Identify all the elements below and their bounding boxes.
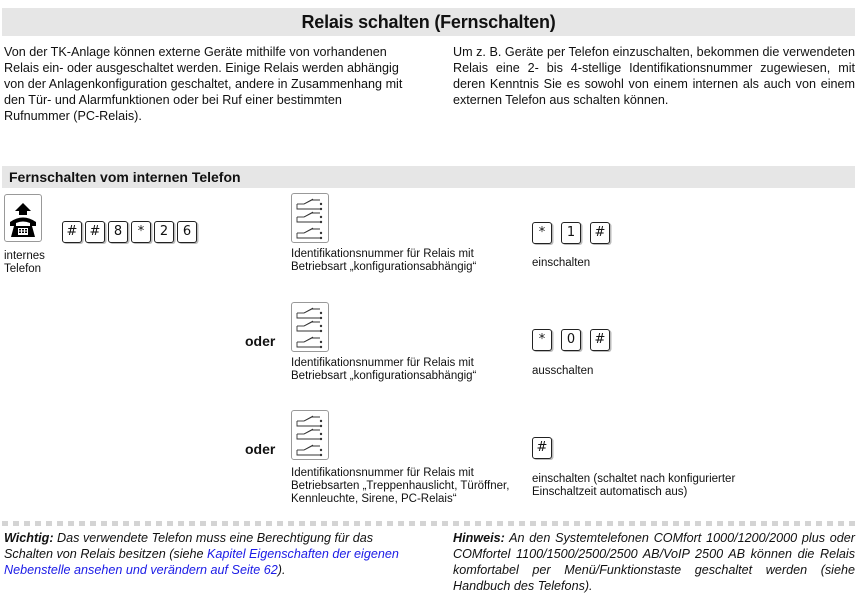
phone-handset-lift-icon: [4, 194, 42, 242]
hint-text: An den Systemtelefonen COMfort 1000/1200/2000 plus oder COMfortel 1100/1500/2500/2500 AB/VoIP 2500 AB können die Relais komfortabel per Menü/Funktionstaste geschaltet werden (siehe Handbuch des Telefons).: [453, 531, 855, 593]
or-label: oder: [245, 441, 276, 457]
action-label: [532, 473, 735, 499]
intro-right: Um z. B. Geräte per Telefon einzuschalten, bekommen die verwendeten Relais eine 2- bis 4-stellige Identifikationsnummer zugewiesen, mit deren Kenntnis Sie es sowohl von einem internen als auch von einem externen Telefon aus schalten können.: [453, 45, 855, 107]
key: #: [590, 222, 610, 244]
phone-label: [4, 250, 45, 276]
key: 0: [561, 329, 581, 351]
caption-line: Betriebsart „konfigurationsabhängig“: [291, 370, 477, 382]
switch-on-keys: [532, 222, 610, 244]
caption-line: Betriebsarten „Treppenhauslicht, Türöffner,: [291, 480, 510, 492]
key: #: [590, 329, 610, 351]
separator: [2, 521, 855, 526]
key: *: [532, 222, 552, 244]
hint-label: Hinweis:: [453, 531, 505, 545]
phone-label-line: internes: [4, 250, 45, 262]
important-label: Wichtig:: [4, 531, 54, 545]
or-label: oder: [245, 333, 276, 349]
page-title: Relais schalten (Fernschalten): [2, 8, 855, 36]
timed-on-keys: [532, 437, 552, 459]
important-text: Das verwendete Telefon muss eine Berechtigung für das Schalten von Relais besitzen (siehe: [4, 531, 374, 561]
section-title: Fernschalten vom internen Telefon: [2, 166, 855, 188]
hint-note: [453, 530, 855, 594]
chapter-link[interactable]: Kapitel Eigenschaften der eigenen Nebenstelle ansehen und verändern auf Seite 62: [4, 547, 399, 577]
key: *: [532, 329, 552, 351]
action-line: Einschaltzeit automatisch aus): [532, 486, 688, 498]
caption-line: Identifikationsnummer für Relais mit: [291, 357, 474, 369]
important-note: [4, 530, 409, 578]
caption-line: Identifikationsnummer für Relais mit: [291, 248, 474, 260]
action-line: einschalten (schaltet nach konfigurierter: [532, 473, 736, 485]
intro-left: Von der TK-Anlage können externe Geräte mithilfe von vorhandenen Relais ein- oder ausgeschaltet werden. Einige Relais werden abhängig von der Anlagenkonfiguration geschaltet, andere in Zusammenhang mit den Tür- und Alarmfunktionen oder bei Ruf einer bestimmten Rufnummer (PC-Relais).: [4, 45, 403, 123]
action-label: einschalten: [532, 257, 591, 269]
relay-switch-icon: [291, 302, 329, 352]
action-label: ausschalten: [532, 365, 594, 377]
key: *: [131, 221, 151, 243]
caption-line: Betriebsart „konfigurationsabhängig“: [291, 261, 477, 273]
key: #: [85, 221, 105, 243]
relay-caption: [291, 248, 476, 274]
switch-off-keys: [532, 329, 610, 351]
caption-line: Identifikationsnummer für Relais mit: [291, 467, 474, 479]
key: #: [62, 221, 82, 243]
prefix-keys: [62, 221, 197, 243]
important-tail: ).: [277, 563, 286, 577]
key: 1: [561, 222, 581, 244]
relay-switch-icon: [291, 410, 329, 460]
relay-caption: [291, 467, 509, 506]
key: 2: [154, 221, 174, 243]
relay-switch-icon: [291, 193, 329, 243]
key: 8: [108, 221, 128, 243]
relay-caption: [291, 357, 476, 383]
caption-line: Kennleuchte, Sirene, PC-Relais“: [291, 493, 457, 505]
key: 6: [177, 221, 197, 243]
phone-label-line: Telefon: [4, 263, 42, 275]
key: #: [532, 437, 552, 459]
